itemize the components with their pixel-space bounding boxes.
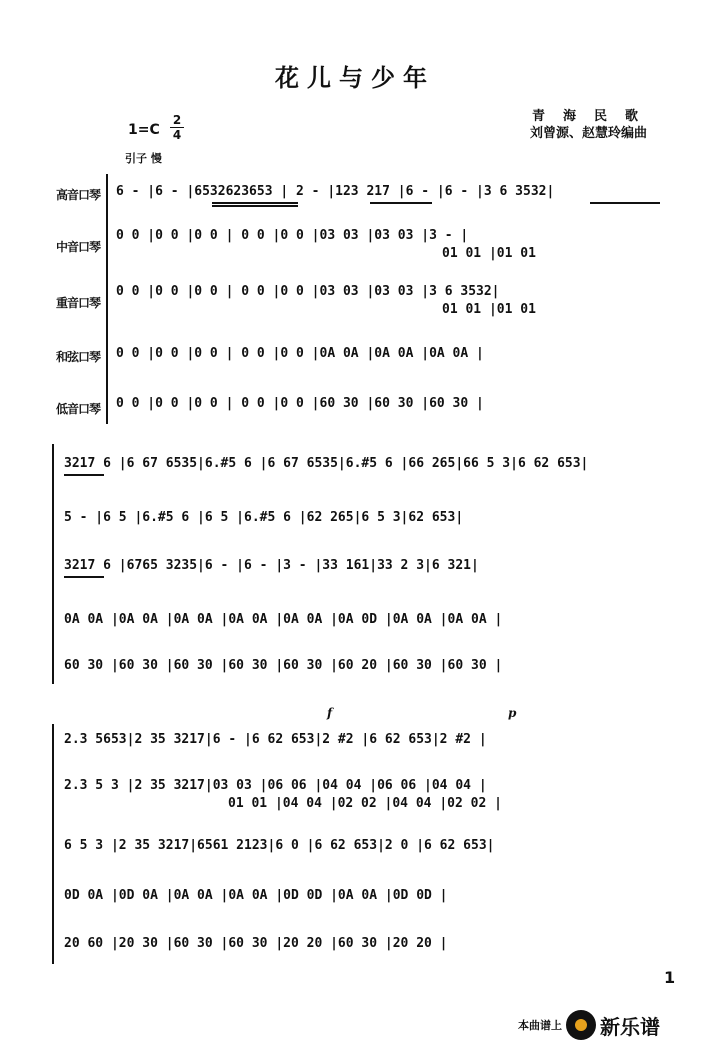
staff-row-bass: 0 0 |0 0 |0 0 | 0 0 |0 0 |60 30 |60 30 |60 30 | bbox=[116, 396, 484, 411]
staff-row-mid: 0 0 |0 0 |0 0 | 0 0 |0 0 |03 03 |03 03 |3 - | bbox=[116, 228, 469, 243]
system-bracket bbox=[106, 174, 108, 424]
staff-row-mid: 2.3 5 3 |2 35 3217|03 03 |06 06 |04 04 |06 06 |04 04 | bbox=[64, 778, 487, 793]
staff-row-bass: 60 30 |60 30 |60 30 |60 30 |60 30 |60 20 |60 30 |60 30 | bbox=[64, 658, 503, 673]
beam-line bbox=[212, 205, 298, 207]
dynamic-forte: f bbox=[327, 706, 333, 720]
beam-line bbox=[590, 202, 660, 204]
beam-line bbox=[370, 202, 432, 204]
staff-row-heavy: 3217 6 |6765 3235|6 - |6 - |3 - |33 161|33 2 3|6 321| bbox=[64, 558, 479, 573]
key-signature: 1=C bbox=[128, 122, 160, 138]
staff-row-bass: 20 60 |20 30 |60 30 |60 30 |20 20 |60 30 |20 20 | bbox=[64, 936, 448, 951]
system-bracket bbox=[52, 444, 54, 684]
instrument-label-bass: 低音口琴 bbox=[55, 402, 100, 416]
staff-row-high: 6 - |6 - |6532623653 | 2 - |123 217 |6 - |6 - |3 6 3532| bbox=[116, 184, 555, 199]
staff-row-chord: 0A 0A |0A 0A |0A 0A |0A 0A |0A 0A |0A 0D |0A 0A |0A 0A | bbox=[64, 612, 503, 627]
score-title: 花儿与少年 bbox=[275, 63, 435, 92]
meter-bottom: 4 bbox=[172, 128, 182, 142]
meter-top: 2 bbox=[172, 113, 182, 127]
staff-row-mid-lower: 01 01 |04 04 |02 02 |04 04 |02 02 | bbox=[228, 796, 502, 811]
arranger-label: 刘曾源、赵慧玲编曲 bbox=[530, 126, 648, 141]
brand-logo-icon bbox=[566, 1010, 596, 1040]
dynamic-piano: p bbox=[508, 706, 517, 720]
system-bracket bbox=[52, 724, 54, 964]
credits bbox=[530, 108, 656, 142]
beam-line bbox=[212, 202, 298, 204]
beam-line bbox=[64, 474, 104, 476]
instrument-label-mid: 中音口琴 bbox=[55, 240, 100, 254]
staff-row-mid: 5 - |6 5 |6.#5 6 |6 5 |6.#5 6 |62 265|6 5 3|62 653| bbox=[64, 510, 464, 525]
staff-row-chord: 0 0 |0 0 |0 0 | 0 0 |0 0 |0A 0A |0A 0A |0A 0A | bbox=[116, 346, 484, 361]
page-number: 1 bbox=[664, 968, 676, 987]
staff-row-heavy-lower: 01 01 |01 01 bbox=[442, 302, 536, 317]
staff-row-heavy: 6 5 3 |2 35 3217|6561 2123|6 0 |6 62 653|2 0 |6 62 653| bbox=[64, 838, 495, 853]
intro-label: 引子 慢 bbox=[125, 152, 162, 165]
origin-label: 青海民歌 bbox=[532, 109, 657, 124]
time-signature bbox=[170, 114, 184, 141]
staff-row-mid-lower: 01 01 |01 01 bbox=[442, 246, 536, 261]
footer-brand: 新乐谱 bbox=[600, 1014, 660, 1039]
footer-watermark bbox=[518, 1010, 660, 1040]
instrument-label-high: 高音口琴 bbox=[55, 188, 100, 202]
staff-row-heavy: 0 0 |0 0 |0 0 | 0 0 |0 0 |03 03 |03 03 |3 6 3532| bbox=[116, 284, 500, 299]
staff-row-high: 3217 6 |6 67 6535|6.#5 6 |6 67 6535|6.#5 6 |66 265|66 5 3|6 62 653| bbox=[64, 456, 589, 471]
instrument-label-heavy: 重音口琴 bbox=[55, 296, 100, 310]
instrument-label-chord: 和弦口琴 bbox=[55, 350, 100, 364]
beam-line bbox=[64, 576, 104, 578]
staff-row-chord: 0D 0A |0D 0A |0A 0A |0A 0A |0D 0D |0A 0A |0D 0D | bbox=[64, 888, 448, 903]
footer-prefix: 本曲谱上 bbox=[518, 1019, 562, 1032]
staff-row-high: 2.3 5653|2 35 3217|6 - |6 62 653|2 #2 |6 62 653|2 #2 | bbox=[64, 732, 487, 747]
